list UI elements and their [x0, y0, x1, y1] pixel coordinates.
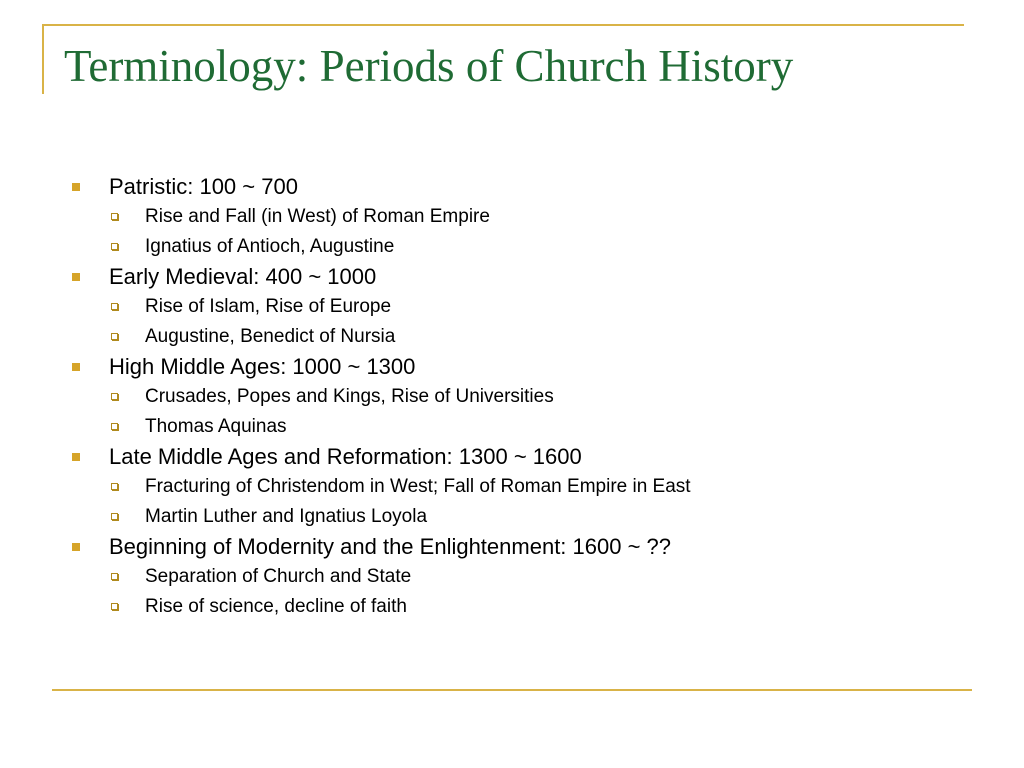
subitem-label: Thomas Aquinas: [145, 416, 287, 437]
hollow-square-bullet-icon: [111, 333, 118, 340]
subitem-label: Augustine, Benedict of Nursia: [145, 326, 396, 347]
hollow-square-bullet-icon: [111, 213, 118, 220]
sub-list-item: [72, 562, 972, 592]
sub-list-item: [72, 202, 972, 232]
square-bullet-icon: [72, 543, 80, 551]
list-item: [72, 532, 972, 562]
square-bullet-icon: [72, 183, 80, 191]
list-item: [72, 352, 972, 382]
frame-top-line: [42, 24, 964, 26]
item-label: Early Medieval: 400 ~ 1000: [109, 264, 377, 289]
subitem-label: Crusades, Popes and Kings, Rise of Universities: [145, 386, 554, 407]
sub-list-item: [72, 472, 972, 502]
hollow-square-bullet-icon: [111, 423, 118, 430]
sub-list-item: [72, 592, 972, 622]
hollow-square-bullet-icon: [111, 483, 118, 490]
subitem-label: Rise of science, decline of faith: [145, 596, 407, 617]
subitem-label: Fracturing of Christendom in West; Fall of Roman Empire in East: [145, 476, 691, 497]
hollow-square-bullet-icon: [111, 603, 118, 610]
sub-list-item: [72, 322, 972, 352]
sub-list-item: [72, 292, 972, 322]
sub-list-item: [72, 382, 972, 412]
hollow-square-bullet-icon: [111, 513, 118, 520]
frame-left-line: [42, 24, 44, 94]
list-item: [72, 172, 972, 202]
hollow-square-bullet-icon: [111, 243, 118, 250]
square-bullet-icon: [72, 363, 80, 371]
slide-title: Terminology: Periods of Church History: [64, 41, 794, 91]
hollow-square-bullet-icon: [111, 573, 118, 580]
item-label: Late Middle Ages and Reformation: 1300 ~ 1600: [109, 444, 582, 469]
sub-list-item: [72, 502, 972, 532]
sub-list-item: [72, 232, 972, 262]
subitem-label: Rise of Islam, Rise of Europe: [145, 296, 392, 317]
subitem-label: Rise and Fall (in West) of Roman Empire: [145, 206, 490, 227]
item-label: Patristic: 100 ~ 700: [109, 174, 298, 199]
square-bullet-icon: [72, 273, 80, 281]
item-label: Beginning of Modernity and the Enlightenment: 1600 ~ ??: [109, 534, 672, 559]
subitem-label: Martin Luther and Ignatius Loyola: [145, 506, 428, 527]
bullet-list: [72, 172, 972, 622]
hollow-square-bullet-icon: [111, 303, 118, 310]
hollow-square-bullet-icon: [111, 393, 118, 400]
subitem-label: Ignatius of Antioch, Augustine: [145, 236, 395, 257]
item-label: High Middle Ages: 1000 ~ 1300: [109, 354, 416, 379]
list-item: [72, 442, 972, 472]
list-item: [72, 262, 972, 292]
sub-list-item: [72, 412, 972, 442]
subitem-label: Separation of Church and State: [145, 566, 412, 587]
square-bullet-icon: [72, 453, 80, 461]
footer-divider: [52, 689, 972, 691]
